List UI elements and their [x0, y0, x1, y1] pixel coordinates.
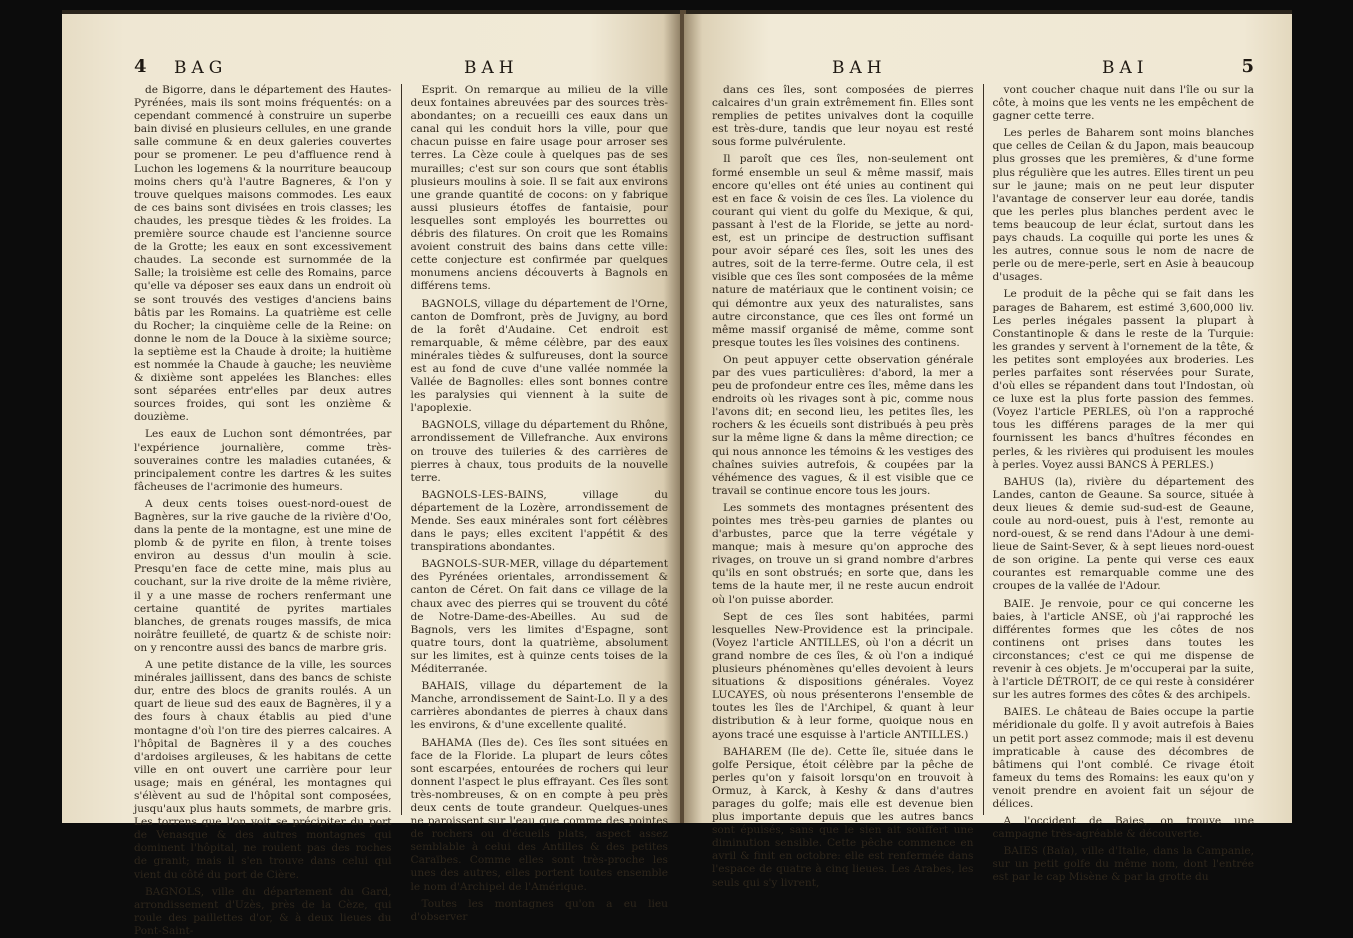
paragraph: Les eaux de Luchon sont démontrées, par l'expérience journalière, comme très-souveraines contre les maladies cutanées, & principalement contre les dartres & les suites fâcheuses de l'acrimonie des humeurs.	[134, 428, 392, 493]
paragraph: BAGNOLS, ville du département du Gard, arrondissement d'Uzès, près de la Cèze, qui roule des paillettes d'or, & à deux lieues du Pont-Saint-	[134, 885, 392, 937]
text-column-1	[712, 84, 974, 889]
running-head-center: BAH	[464, 58, 519, 78]
page-number: 5	[1241, 56, 1254, 77]
column-rule	[983, 84, 984, 815]
paragraph: dans ces îles, sont composées de pierres calcaires d'un grain extrêmement fin. Elles sont remplies de petites univalves dont la coquille est très-dure, tandis que leur noyau est resté sous forme pulvérulente.	[712, 84, 974, 149]
paragraph: BAHUS (la), rivière du département des Landes, canton de Geaune. Sa source, située à deux lieues & demie sud-sud-est de Geaune, coule au nord-ouest, puis à l'est, remonte au nord-ouest, & se rend dans l'Adour à une demi-lieue de Saint-Sever, & à sept lieues nord-ouest de son origine. La pente qui verse ces eaux courantes est remarquable comme une des croupes de la vallée de l'Adour.	[992, 475, 1254, 593]
left-page-columns	[134, 84, 668, 937]
text-column-1	[134, 84, 392, 937]
paragraph: Le produit de la pêche qui se fait dans les parages de Baharem, est estimé 3,600,000 liv. Les perles inégales passent la plupart à Constantinople & dans le reste de la Turquie: les grandes y servent à l'ornement de la tête, & les petites sont employées aux broderies. Les perles parfaites sont réservées pour Surate, d'où elles se répandent dans tout l'Indostan, où ce luxe est la plus forte passion des femmes. (Voyez l'article PERLES, où l'on a rapproché tous les différens parages de la mer qui fournissent les bancs d'huîtres fécondes en perles, & les rivières qui produisent les moules à perles. Voyez aussi BANCS À PERLES.)	[992, 288, 1254, 471]
paragraph: On peut appuyer cette observation générale par des vues particulières: d'abord, la mer a peu de profondeur entre ces îles, même dans les endroits où les rivages sont à pic, comme nous l'avons dit; en second lieu, les petites îles, les rochers & les écueils sont distribués à peu près sur la même ligne & dans la même direction; ce qui nous annonce les témoins & les vestiges des chaînes suivies autrefois, & coupées par la véhémence des vagues, & il est visible que ce travail se continue encore tous les jours.	[712, 353, 974, 497]
paragraph: BAGNOLS, village du département de l'Orne, canton de Domfront, près de Juvigny, au bord de la forêt d'Audaine. Cet endroit est remarquable, & même célèbre, par des eaux minérales tièdes & sulfureuses, dont la source est au fond de cuve d'une vallée nommée la Vallée de Bagnolles: elles sont bonnes contre les paralysies qui viennent à la suite de l'apoplexie.	[410, 297, 668, 415]
open-book	[62, 10, 1292, 937]
paragraph: BAGNOLS-SUR-MER, village du département des Pyrénées orientales, arrondissement & canton de Céret. On fait dans ce village de la chaux avec des pierres qui se trouvent du côté de Notre-Dame-des-Abeilles. Au sud de Bagnols, vers les limites d'Espagne, sont quatre tours, dont la quatrième, absolument sur les limites, est à quinze cents toises de la Méditerranée.	[410, 558, 668, 676]
paragraph: Toutes les montagnes qu'on a eu lieu d'observer	[410, 897, 668, 923]
running-head-left: BAG	[174, 58, 228, 78]
paragraph: BAIE. Je renvoie, pour ce qui concerne les baies, à l'article ANSE, où j'ai rapproché les différentes formes que les côtes de nos continens ont prises dans toutes les circonstances; c'est ce qui me dispense de revenir à ces objets. Je m'occuperai par la suite, à l'article DÉTROIT, de ce qui reste à considérer sur les autres formes des côtes & des archipels.	[992, 597, 1254, 702]
left-page	[62, 14, 682, 937]
paragraph: A l'occident de Baies, on trouve une campagne très-agréable & découverte.	[992, 815, 1254, 841]
paragraph: BAGNOLS-LES-BAINS, village du département de la Lozère, arrondissement de Mende. Ses eaux minérales sont fort célèbres dans le pays; elles excitent l'appétit & des transpirations abondantes.	[410, 488, 668, 554]
text-column-2	[992, 84, 1255, 884]
paragraph: A deux cents toises ouest-nord-ouest de Bagnères, sur la rive gauche de la rivière d'Oo, dans la pente de la montagne, est une mine de plomb & de pyrite en filon, à trente toises environ au dessus d'un moulin à scie. Presqu'en face de cette mine, mais plus au couchant, sur la rive droite de la même rivière, il y a une masse de rochers renfermant une certaine quantité de pyrites martiales blanches, de grenats rouges massifs, de mica noirâtre feuilleté, de quartz & de schiste noir: on y rencontre aussi des bancs de marbre gris.	[134, 497, 392, 654]
paragraph: BAHAMA (Iles de). Ces îles sont situées en face de la Floride. La plupart de leurs côtes sont escarpées, entourées de rochers qui leur donnent l'aspect le plus effrayant. Ces îles sont très-nombreuses, & on en compte à peu près deux cents de toute grandeur. Quelques-unes ne paroissent sur l'eau que comme des pointes de rochers ou d'écueils plats, aspect assez semblable à celui des Antilles & des petites Caraïbes. Comme elles sont très-proche les unes des autres, elles portent toutes ensemble le nom d'Archipel de l'Amérique.	[410, 736, 668, 893]
paragraph: BAHAREM (Ile de). Cette île, située dans le golfe Persique, étoit célèbre par la pêche de perles qu'on y faisoit lorsqu'on en trouvoit à Ormuz, à Karck, à Keshy & dans d'autres parages du golfe; mais elle est devenue bien plus importante depuis que les autres bancs sont épuisés, sans que le sien ait souffert une diminution sensible. Cette pêche commence en avril & finit en octobre: elle est renfermée dans l'espace de quatre à cinq lieues. Les Arabes, les seuls qui s'y livrent,	[712, 745, 974, 889]
paragraph: Les sommets des montagnes présentent des pointes mes très-peu garnies de plantes ou d'arbustes, parce que la terre végétale y manque; mais à mesure qu'on approche des rivages, on trouve un si grand nombre d'arbres qu'ils en sont obstrués; en sorte que, dans les tems de la haute mer, il ne reste aucun endroit où l'on puisse aborder.	[712, 501, 974, 606]
column-rule	[401, 84, 402, 815]
paragraph: Les perles de Baharem sont moins blanches que celles de Ceilan & du Japon, mais beaucoup plus grosses que les premières, & d'une forme plus régulière que les autres. Elles tirent un peu sur le jaune; mais on ne peut leur disputer l'avantage de conserver leur eau dorée, tandis que les perles plus blanches perdent avec le tems beaucoup de leur éclat, surtout dans les pays chauds. La coquille qui porte les unes & les autres, connue sous le nom de nacre de perle ou de mere-perle, sert en Asie à beaucoup d'usages.	[992, 127, 1254, 284]
paragraph: Esprit. On remarque au milieu de la ville deux fontaines abreuvées par des sources très-abondantes; on a recueilli ces eaux dans un canal qui les conduit hors la ville, pour que chacun puisse en faire usage pour arroser ses terres. La Cèze coule à quelques pas de ses murailles; c'est sur son cours que sont établis plusieurs moulins à soie. Il se fait aux environs une grande quantité de cocons: on y fabrique aussi plusieurs étoffes de fantaisie, pour lesquelles sont employés les bourrettes ou débris des filatures. On croit que les Romains avoient construit des bains dans cette ville: cette conjecture est confirmée par quelques monumens anciens découverts à Bagnols en différens tems.	[410, 84, 668, 293]
paragraph: BAGNOLS, village du département du Rhône, arrondissement de Villefranche. Aux environs on trouve des tuileries & des carrières de pierres à chaux, tous produits de la nouvelle terre.	[410, 419, 668, 484]
left-page-header	[134, 56, 668, 80]
paragraph: Il paroît que ces îles, non-seulement ont formé ensemble un seul & même massif, mais encore qu'elles ont été unies au continent qui est en face & voisin de ces îles. La violence du courant qui vient du golfe du Mexique, & qui, passant à l'est de la Floride, se jette au nord-est, est un principe de destruction suffisant pour avoir séparé ces îles, soit les unes des autres, soit de la terre-ferme. Outre cela, il est visible que ces îles sont composées de la même nature de matériaux que le continent voisin; ce qui démontre aux yeux des naturalistes, sans autre circonstance, que ces îles ont formé un même massif organisé de même, comme sont presque toutes les îles voisines des continens.	[712, 153, 974, 349]
running-head-right: BAI	[1102, 58, 1149, 78]
paragraph: vont coucher chaque nuit dans l'île ou sur la côte, à moins que les vents ne les empêchent de gagner cette terre.	[992, 84, 1254, 123]
running-head-left: BAH	[832, 58, 887, 78]
paragraph: Sept de ces îles sont habitées, parmi lesquelles New-Providence est la principale. (Voyez l'article ANTILLES, où l'on a décrit un grand nombre de ces îles, & où l'on a indiqué plusieurs phénomènes qu'elles devoient à leurs situations & dispositions générales. Voyez LUCAYES, où nous présenterons l'ensemble de toutes les îles de l'Archipel, & quant à leur distribution & à leur forme, quoique nous en ayons tracé une esquisse à l'article ANTILLES.)	[712, 610, 974, 741]
text-column-2	[410, 84, 669, 923]
right-page-header	[712, 56, 1254, 80]
page-number: 4	[134, 56, 147, 77]
right-page-columns	[712, 84, 1254, 889]
right-page	[684, 14, 1292, 889]
paragraph: BAIES. Le château de Baies occupe la partie méridionale du golfe. Il y avoit autrefois à Baies un petit port assez commode; mais il est devenu impraticable à cause des décombres de bâtimens qui l'ont comblé. Ce rivage étoit fameux du tems des Romains: les eaux qu'on y venoit prendre en avoient fait un séjour de délices.	[992, 706, 1254, 810]
paragraph: BAHAIS, village du département de la Manche, arrondissement de Saint-Lo. Il y a des carrières abondantes de pierres à chaux dans les environs, & d'une excellente qualité.	[410, 680, 668, 732]
paragraph: BAIES (Baïa), ville d'Italie, dans la Campanie, sur un petit golfe du même nom, dont l'entrée est par le cap Misène & par la grotte du	[992, 845, 1254, 884]
paragraph: de Bigorre, dans le département des Hautes-Pyrénées, mais ils sont moins fréquentés: on a cependant commencé à construire un superbe bain divisé en plusieurs cellules, en une grande salle commune & en deux galeries couvertes pour se promener. Le peu d'affluence rend à Luchon les logemens & la nourriture beaucoup moins chers qu'à l'autre Bagneres, & l'on y trouve quelques maisons commodes. Les eaux de ces bains sont divisées en trois classes; les chaudes, les presque tièdes & les froides. La première source chaude est l'ancienne source de la Grotte; les eaux en sont excessivement chaudes. La seconde est surnommée de la Salle; la troisième est celle des Romains, parce qu'elle va déposer ses eaux dans un endroit où se sont trouvés des vestiges d'anciens bains bâtis par les Romains. La quatrième est celle du Rocher; la cinquième celle de la Reine: on donne le nom de la Douce à la sixième source; la septième est la Chaude à droite; la huitième est nommée la Chaude à gauche; les neuvième & dixième sont appelées les Blanches: elles sont séparées entr'elles par deux autres sources froides, qui sont les onzième & douzième.	[134, 84, 392, 424]
paragraph: A une petite distance de la ville, les sources minérales jaillissent, dans des bancs de schiste dur, entre des blocs de granits roulés. A un quart de lieue sud des eaux de Bagnères, il y a des fours à chaux établis au pied d'une montagne d'où l'on tire des pierres calcaires. A l'hôpital de Bagnères il y a des couches d'ardoises argileuses, & les habitans de cette ville en ont ouvert une carrière pour leur usage; mais en général, les montagnes qui s'élèvent au sud de l'hôpital sont composées, jusqu'aux plus hauts sommets, de marbre gris. Les torrens que l'on voit se précipiter du port de Venasque & des autres montagnes qui dominent l'hôpital, ne roulent pas des roches de granit; mais il s'en trouve dans celui qui vient du côté du port de Cière.	[134, 659, 392, 881]
